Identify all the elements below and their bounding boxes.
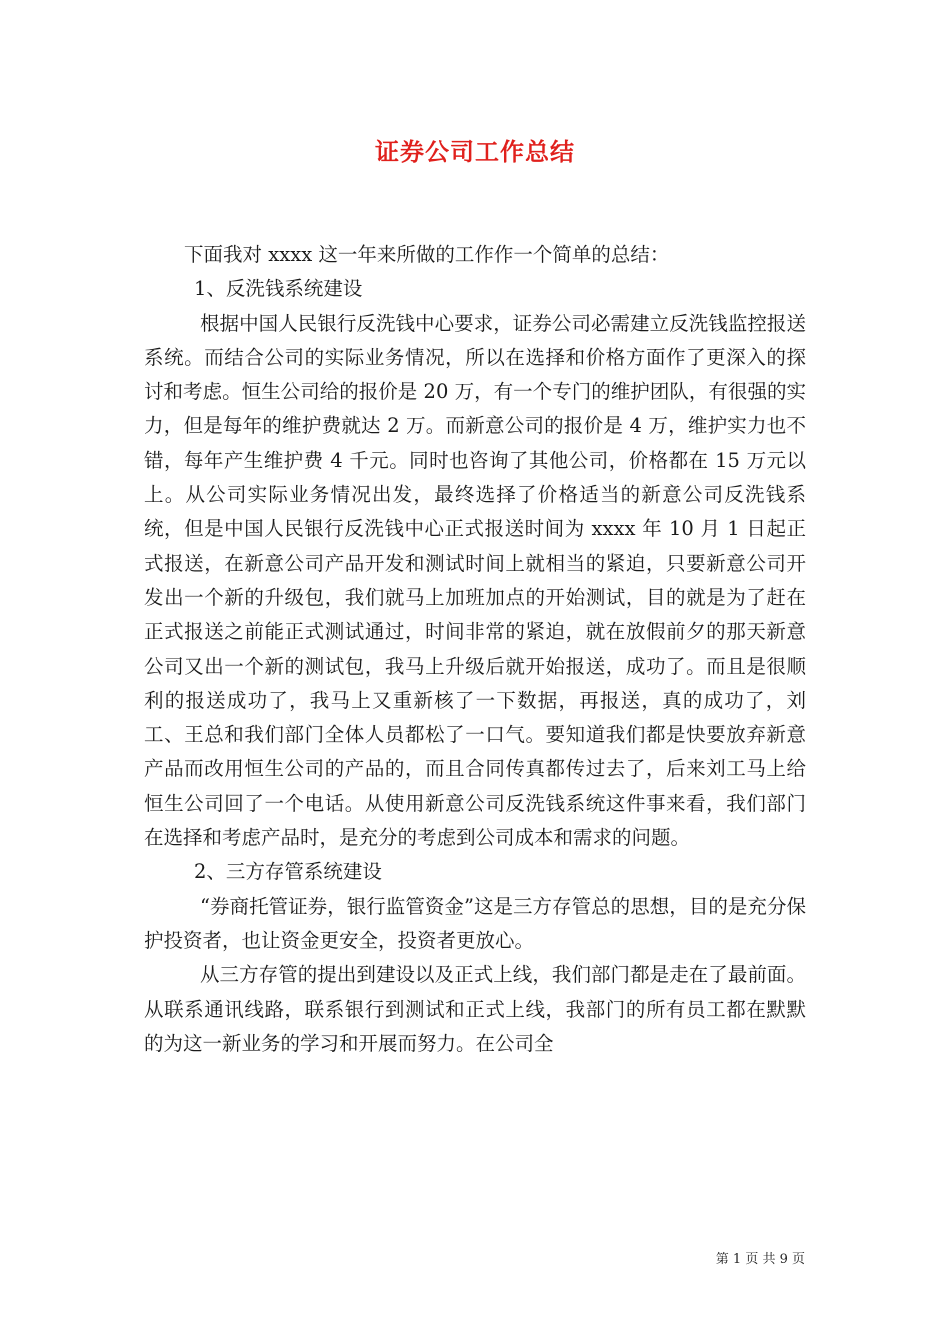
document-body [144,238,806,1061]
section2-paragraph-2: 从三方存管的提出到建设以及正式上线，我们部门都是走在了最前面。从联系通讯线路，联系银行到测试和正式上线，我部门的所有员工都在默默的为这一新业务的学习和开展而努力。在公司全 [144,963,806,1055]
section2-heading: 2、三方存管系统建设 [194,860,382,884]
page-number-footer: 第 1 页 共 9 页 [715,1252,805,1267]
intro-paragraph: 下面我对 xxxx 这一年来所做的工作作一个简单的总结： [184,243,670,266]
section1-heading: 1、反洗钱系统建设 [194,277,363,301]
document-title: 证券公司工作总结 [375,137,575,166]
section1-paragraph: 根据中国人民银行反洗钱中心要求，证券公司必需建立反洗钱监控报送系统。而结合公司的实际业务情况，所以在选择和价格方面作了更深入的探讨和考虑。恒生公司给的报价是 20 万，有一个专门的维护团队，有很强的实力，但是每年的维护费就达 2 万。而新意公司的报价是 4 万，维护实力也不错，每年产生维护费 4 千元。同时也咨询了其他公司，价格都在 15 万元以上。从公司实际业务情况出发，最终选择了价格适当的新意公司反洗钱系统，但是中国人民银行反洗钱中心正式报送时间为 xxxx 年 10 月 1 日起正式报送，在新意公司产品开发和测试时间上就相当的紧迫，只要新意公司开发出一个新的升级包，我们就马上加班加点的开始测试，目的就是为了赶在正式报送之前能正式测试通过，时间非常的紧迫，就在放假前夕的那天新意公司又出一个新的测试包，我马上升级后就开始报送，成功了。而且是很顺利的报送成功了，我马上又重新核了一下数据，再报送，真的成功了，刘工、王总和我们部门全体人员都松了一口气。要知道我们都是快要放弃新意产品而改用恒生公司的产品的，而且合同传真都传过去了，后来刘工马上给恒生公司回了一个电话。从使用新意公司反洗钱系统这件事来看，我们部门在选择和考虑产品时，是充分的考虑到公司成本和需求的问题。 [144,311,806,850]
section2-paragraph-1: “券商托管证券，银行监管资金”这是三方存管总的思想，目的是充分保护投资者，也让资金更安全，投资者更放心。 [144,894,806,952]
